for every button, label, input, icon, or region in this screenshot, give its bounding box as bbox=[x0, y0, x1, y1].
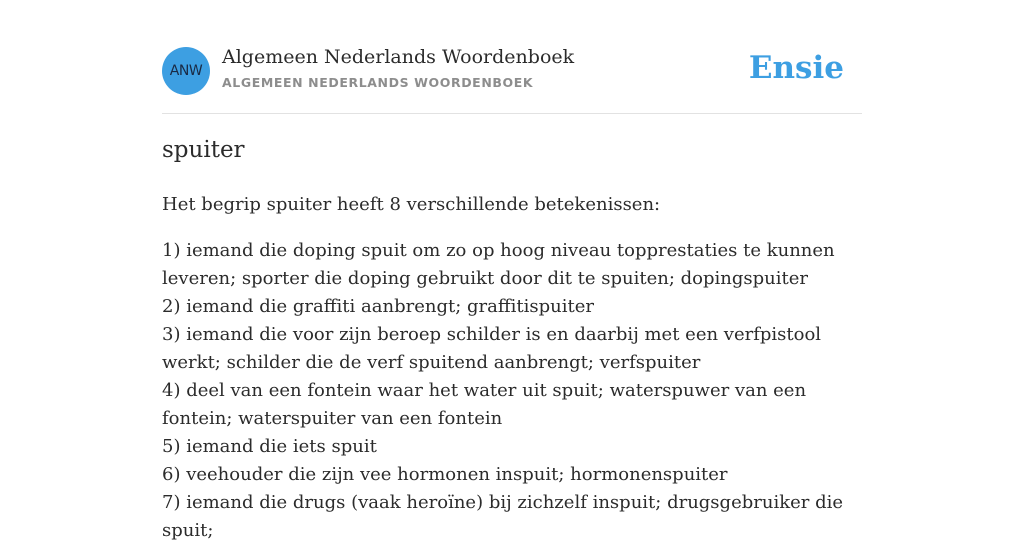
meaning-item: 5) iemand die iets spuit bbox=[162, 436, 377, 457]
meaning-item: 1) iemand die doping spuit om zo op hoog niveau topprestaties te kunnen leveren; sporter die doping gebruikt door dit te spuiten; dopingspuiter bbox=[162, 240, 835, 289]
meaning-item: 6) veehouder die zijn vee hormonen inspuit; hormonenspuiter bbox=[162, 464, 728, 485]
site-header bbox=[162, 0, 862, 114]
meaning-item: 3) iemand die voor zijn beroep schilder is en daarbij met een verfpistool werkt; schilder die de verf spuitend aanbrengt; verfspuiter bbox=[162, 324, 822, 373]
ensie-brand-logo[interactable]: Ensie bbox=[748, 50, 844, 86]
logo-text: ANW bbox=[169, 63, 203, 79]
entry-term: spuiter bbox=[162, 137, 245, 163]
meaning-item: 4) deel van een fontein waar het water uit spuit; waterspuwer van een fontein; waterspuiter van een fontein bbox=[162, 380, 807, 429]
entry-intro: Het begrip spuiter heeft 8 verschillende betekenissen: bbox=[162, 194, 661, 215]
anw-logo[interactable] bbox=[162, 47, 210, 95]
site-subtitle: ALGEMEEN NEDERLANDS WOORDENBOEK bbox=[222, 75, 534, 90]
meaning-item: 2) iemand die graffiti aanbrengt; graffitispuiter bbox=[162, 296, 594, 317]
page bbox=[162, 0, 862, 541]
meaning-item: 7) iemand die drugs (vaak heroïne) bij zichzelf inspuit; drugsgebruiker die spuit; bbox=[162, 492, 844, 541]
site-title[interactable]: Algemeen Nederlands Woordenboek bbox=[222, 46, 575, 68]
meaning-list bbox=[162, 237, 862, 545]
